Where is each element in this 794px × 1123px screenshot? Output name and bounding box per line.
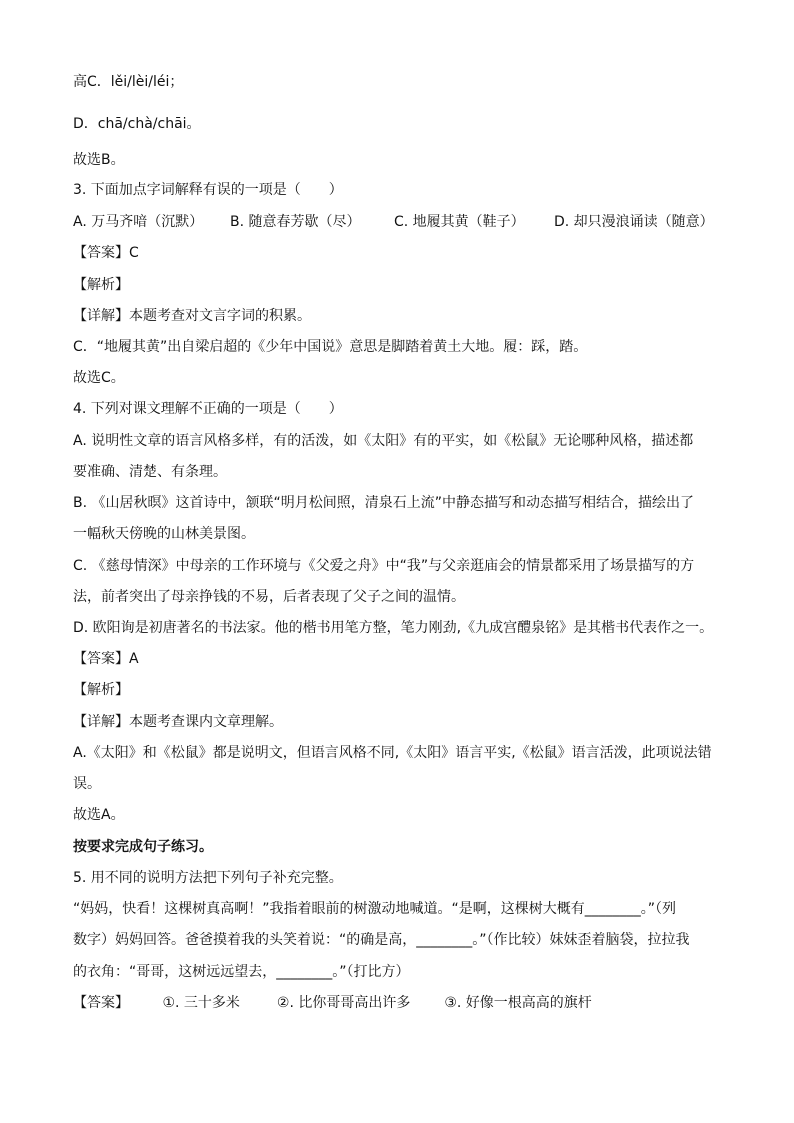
q3-option-b: B. 随意春芳歇（尽） bbox=[230, 214, 361, 230]
q4-option-d: D. 欧阳询是初唐著名的书法家。他的楷书用笔方整，笔力刚劲,《九成宫醴泉铭》是其楷书代表作之一。 bbox=[73, 620, 714, 636]
answer-5-item-1: ①. 三十多米 bbox=[162, 995, 240, 1011]
q4-option-a-line-1: A. 说明性文章的语言风格多样，有的活泼，如《太阳》有的平实，如《松鼠》无论哪种风格，描述都 bbox=[73, 433, 694, 449]
q4-option-c-line-2: 法，前者突出了母亲挣钱的不易，后者表现了父子之间的温情。 bbox=[73, 589, 465, 605]
q4-option-b-line-2: 一幅秋天傍晚的山林美景图。 bbox=[73, 526, 255, 542]
q5-passage-line-3: 的衣角：“哥哥，这树远远望去，________。”（打比方） bbox=[73, 964, 410, 980]
detail-4: 【详解】本题考查课内文章理解。 bbox=[73, 714, 283, 730]
q3-option-c: C. 地履其黄（鞋子） bbox=[394, 214, 525, 230]
q3-option-a: A. 万马齐喑（沉默） bbox=[73, 214, 204, 230]
answer-5 bbox=[73, 993, 723, 1013]
question-5-stem: 5. 用不同的说明方法把下列句子补充完整。 bbox=[73, 870, 343, 886]
q4-option-a-line-2: 要准确、清楚、有条理。 bbox=[73, 464, 227, 480]
analysis-3-heading: 【解析】 bbox=[73, 277, 129, 293]
answer-3: 【答案】C bbox=[73, 245, 139, 261]
q3-option-d: D. 却只漫浪诵读（随意） bbox=[554, 214, 714, 230]
text-line-1: 高C．lěi/lèi/léi； bbox=[73, 74, 184, 90]
q4-option-b-line-1: B. 《山居秋暝》这首诗中，颔联“明月松间照，清泉石上流”中静态描写和动态描写相结合，描绘出了 bbox=[73, 495, 695, 511]
answer-5-item-2: ②. 比你哥哥高出许多 bbox=[276, 995, 411, 1011]
q5-passage-line-1: “妈妈，快看！这棵树真高啊！”我指着眼前的树激动地喊道。“是啊，这棵树大概有________。”（列 bbox=[73, 901, 677, 917]
question-3-stem: 3. 下面加点字词解释有误的一项是（ ） bbox=[73, 182, 343, 198]
detail-3-line-2: C．“地履其黄”出自梁启超的《少年中国说》意思是脚踏着黄土大地。履：踩，踏。 bbox=[73, 339, 588, 355]
question-4-stem: 4. 下列对课文理解不正确的一项是（ ） bbox=[73, 401, 343, 417]
question-3-options bbox=[73, 212, 723, 232]
q5-passage-line-2: 数字）妈妈回答。爸爸摸着我的头笑着说：“的确是高，________。”（作比较）妹妹歪着脑袋，拉拉我 bbox=[73, 932, 690, 948]
answer-5-label: 【答案】 bbox=[73, 995, 129, 1011]
detail-4-line-3: 误。 bbox=[73, 776, 101, 792]
detail-3: 【详解】本题考查对文言字词的积累。 bbox=[73, 308, 311, 324]
text-line-2: D．chā/chà/chāi。 bbox=[73, 116, 201, 132]
section-heading: 按要求完成句子练习。 bbox=[73, 839, 213, 855]
analysis-4-heading: 【解析】 bbox=[73, 682, 129, 698]
q4-option-c-line-1: C. 《慈母情深》中母亲的工作环境与《父爱之舟》中“我”与父亲逛庙会的情景都采用了场景描写的方 bbox=[73, 558, 695, 574]
detail-4-line-2: A.《太阳》和《松鼠》都是说明文，但语言风格不同,《太阳》语言平实,《松鼠》语言活泼，此项说法错 bbox=[73, 745, 712, 761]
text-line-3: 故选B。 bbox=[73, 152, 125, 168]
conclusion-3: 故选C。 bbox=[73, 370, 125, 386]
conclusion-4: 故选A。 bbox=[73, 807, 125, 823]
answer-4: 【答案】A bbox=[73, 651, 139, 667]
answer-5-item-3: ③. 好像一根高高的旗杆 bbox=[444, 995, 592, 1011]
